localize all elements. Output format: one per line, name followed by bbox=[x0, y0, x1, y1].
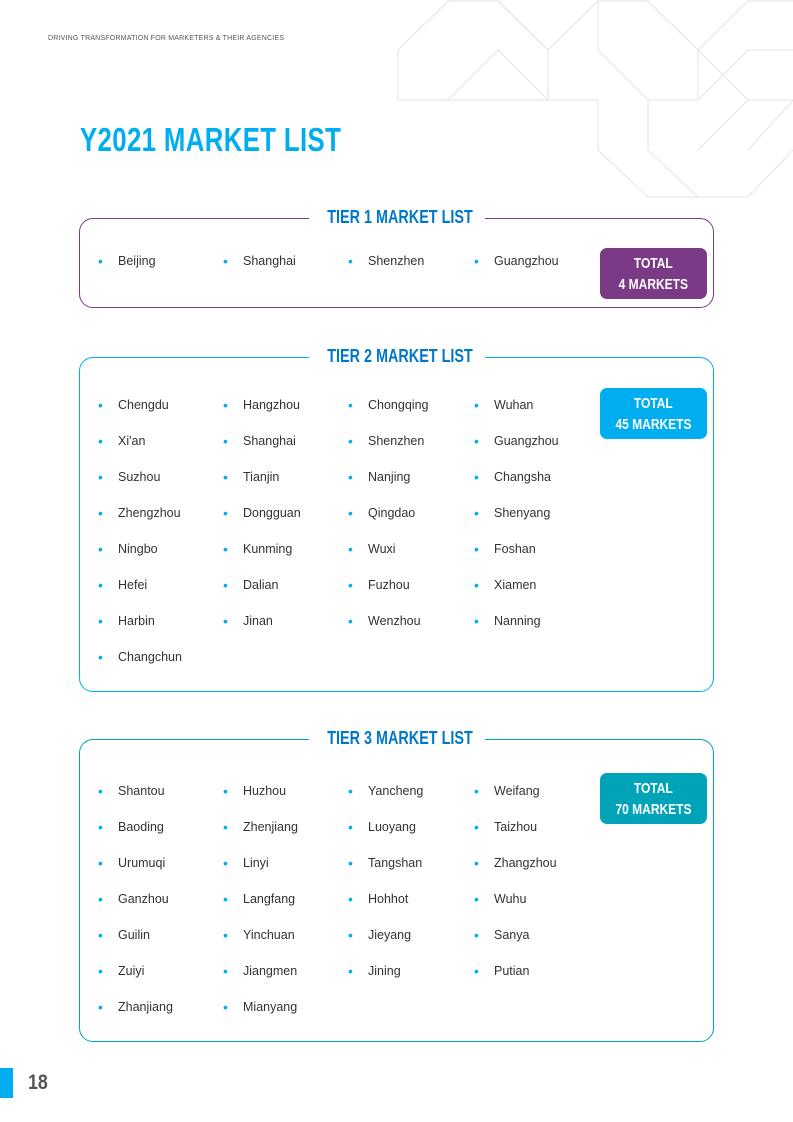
list-item: • Ganzhou bbox=[98, 891, 169, 907]
list-item: • Changsha bbox=[474, 469, 551, 485]
list-item: • Qingdao bbox=[348, 505, 416, 521]
list-item: • Yancheng bbox=[348, 783, 424, 799]
list-item: • Wuhu bbox=[474, 891, 527, 907]
list-item: • Shantou bbox=[98, 783, 165, 799]
list-item: • Beijing bbox=[98, 253, 156, 269]
list-item: • Sanya bbox=[474, 927, 530, 943]
list-item: • Dongguan bbox=[223, 505, 301, 521]
list-item: • Fuzhou bbox=[348, 577, 410, 593]
decorative-hexagon-pattern bbox=[0, 0, 793, 210]
tier-2-heading: TIER 2 MARKET LIST bbox=[309, 346, 485, 368]
total-badge: TOTAL 4 MARKETS bbox=[600, 248, 707, 299]
tier-2-box bbox=[79, 346, 714, 692]
list-item: • Mianyang bbox=[223, 999, 298, 1015]
page-title: Y2021 MARKET LIST bbox=[80, 121, 342, 158]
page-marker bbox=[0, 1068, 13, 1098]
list-item: • Langfang bbox=[223, 891, 296, 907]
list-item: • Hefei bbox=[98, 577, 148, 593]
list-item: • Nanjing bbox=[348, 469, 411, 485]
total-badge: TOTAL 45 MARKETS bbox=[600, 388, 707, 439]
list-item: • Guangzhou bbox=[474, 253, 559, 269]
list-item: • Dalian bbox=[223, 577, 279, 593]
list-item: • Hangzhou bbox=[223, 397, 300, 413]
list-item: • Weifang bbox=[474, 783, 540, 799]
list-item: • Jining bbox=[348, 963, 401, 979]
total-badge: TOTAL 70 MARKETS bbox=[600, 773, 707, 824]
list-item: • Chengdu bbox=[98, 397, 169, 413]
list-item: • Urumuqi bbox=[98, 855, 166, 871]
list-item: • Jieyang bbox=[348, 927, 412, 943]
list-item: • Tianjin bbox=[223, 469, 280, 485]
list-item: • Xiamen bbox=[474, 577, 537, 593]
list-item: • Putian bbox=[474, 963, 530, 979]
list-item: • Yinchuan bbox=[223, 927, 295, 943]
list-item: • Hohhot bbox=[348, 891, 409, 907]
list-item: • Xi'an bbox=[98, 433, 146, 449]
list-item: • Suzhou bbox=[98, 469, 161, 485]
list-item: • Linyi bbox=[223, 855, 269, 871]
list-item: • Changchun bbox=[98, 649, 182, 665]
header-text: DRIVING TRANSFORMATION FOR MARKETERS & THEIR AGENCIES bbox=[48, 35, 285, 42]
list-item: • Jiangmen bbox=[223, 963, 298, 979]
list-item: • Shanghai bbox=[223, 433, 296, 449]
list-item: • Guangzhou bbox=[474, 433, 559, 449]
list-item: • Tangshan bbox=[348, 855, 423, 871]
list-item: • Kunming bbox=[223, 541, 293, 557]
list-item: • Guilin bbox=[98, 927, 150, 943]
list-item: • Foshan bbox=[474, 541, 536, 557]
list-item: • Shanghai bbox=[223, 253, 296, 269]
list-item: • Shenyang bbox=[474, 505, 551, 521]
list-item: • Shenzhen bbox=[348, 433, 425, 449]
list-item: • Wenzhou bbox=[348, 613, 421, 629]
list-item: • Zhenjiang bbox=[223, 819, 298, 835]
tier-3-box bbox=[79, 728, 714, 1042]
list-item: • Zuiyi bbox=[98, 963, 145, 979]
tier-1-heading: TIER 1 MARKET LIST bbox=[309, 207, 485, 229]
list-item: • Chongqing bbox=[348, 397, 429, 413]
list-item: • Huzhou bbox=[223, 783, 287, 799]
list-item: • Baoding bbox=[98, 819, 164, 835]
list-item: • Zhengzhou bbox=[98, 505, 181, 521]
page-number: 18 bbox=[28, 1071, 48, 1094]
list-item: • Zhanjiang bbox=[98, 999, 173, 1015]
tier-1-box bbox=[79, 207, 714, 308]
list-item: • Luoyang bbox=[348, 819, 416, 835]
list-item: • Taizhou bbox=[474, 819, 538, 835]
list-item: • Jinan bbox=[223, 613, 273, 629]
list-item: • Zhangzhou bbox=[474, 855, 557, 871]
list-item: • Harbin bbox=[98, 613, 155, 629]
list-item: • Wuhan bbox=[474, 397, 534, 413]
tier-3-heading: TIER 3 MARKET LIST bbox=[309, 728, 485, 750]
list-item: • Shenzhen bbox=[348, 253, 425, 269]
list-item: • Ningbo bbox=[98, 541, 158, 557]
list-item: • Wuxi bbox=[348, 541, 396, 557]
list-item: • Nanning bbox=[474, 613, 541, 629]
